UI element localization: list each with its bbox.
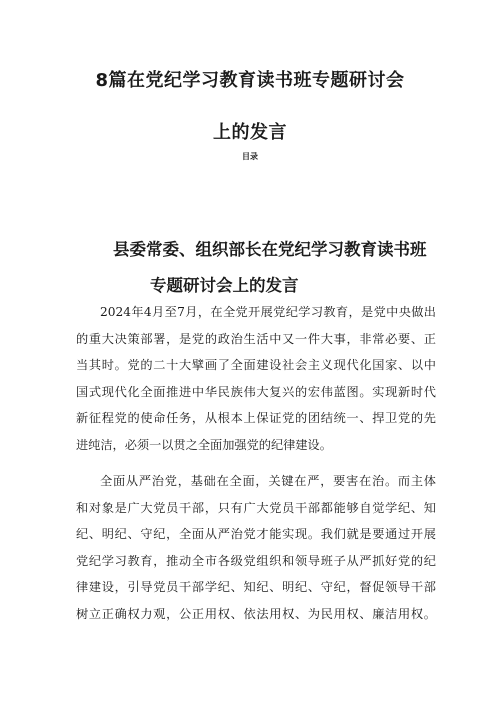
paragraph-line: 进纯洁，必须一以贯之全面加强党的纪律建设。 [76,437,332,452]
paragraph-line: 全面从严治党，基础在全面，关键在严，要害在治。而主体 [100,474,436,488]
paragraph-line: 国式现代化全面推进中华民族伟大复兴的宏伟蓝图。实现新时代 [76,384,436,399]
paragraph-line: 新征程党的使命任务，从根本上保证党的团结统一、捍卫党的先 [76,411,436,425]
paragraph-line: 纪、明纪、守纪，全面从严治党才能实现。我们就是要通过开展 [76,527,436,541]
paragraph-line: 和对象是广大党员干部，只有广大党员干部都能够自觉学纪、知 [76,500,436,515]
section-title-line-2: 专题研讨会上的发言 [150,276,299,295]
paragraph-line: 当其时。党的二十大擘画了全面建设社会主义现代化国家、以中 [76,358,436,372]
section-title-line-1: 县委常委、组织部长在党纪学习教育读书班 [113,240,427,259]
body-paragraph-2 [76,468,436,627]
paragraph-line: 律建设，引导党员干部学纪、知纪、明纪、守纪，督促领导干部 [76,580,436,594]
document-title-line-2: 上的发言 [213,122,287,143]
paragraph-line: 党纪学习教育，推动全市各级党组织和领导班子从严抓好党的纪 [76,553,436,568]
document-title-line-1: 8篇在党纪学习教育读书班专题研讨会 [95,70,405,91]
body-paragraph-1 [76,299,436,458]
paragraph-line: 2024年4月至7月，在全党开展党纪学习教育，是党中央做出 [100,305,436,319]
paragraph-line: 树立正确权力观，公正用权、依法用权、为民用权、廉洁用权。 [76,606,436,621]
paragraph-line: 的重大决策部署，是党的政治生活中又一件大事，非常必要、正 [76,331,436,346]
toc-label: 目录 [242,152,258,161]
